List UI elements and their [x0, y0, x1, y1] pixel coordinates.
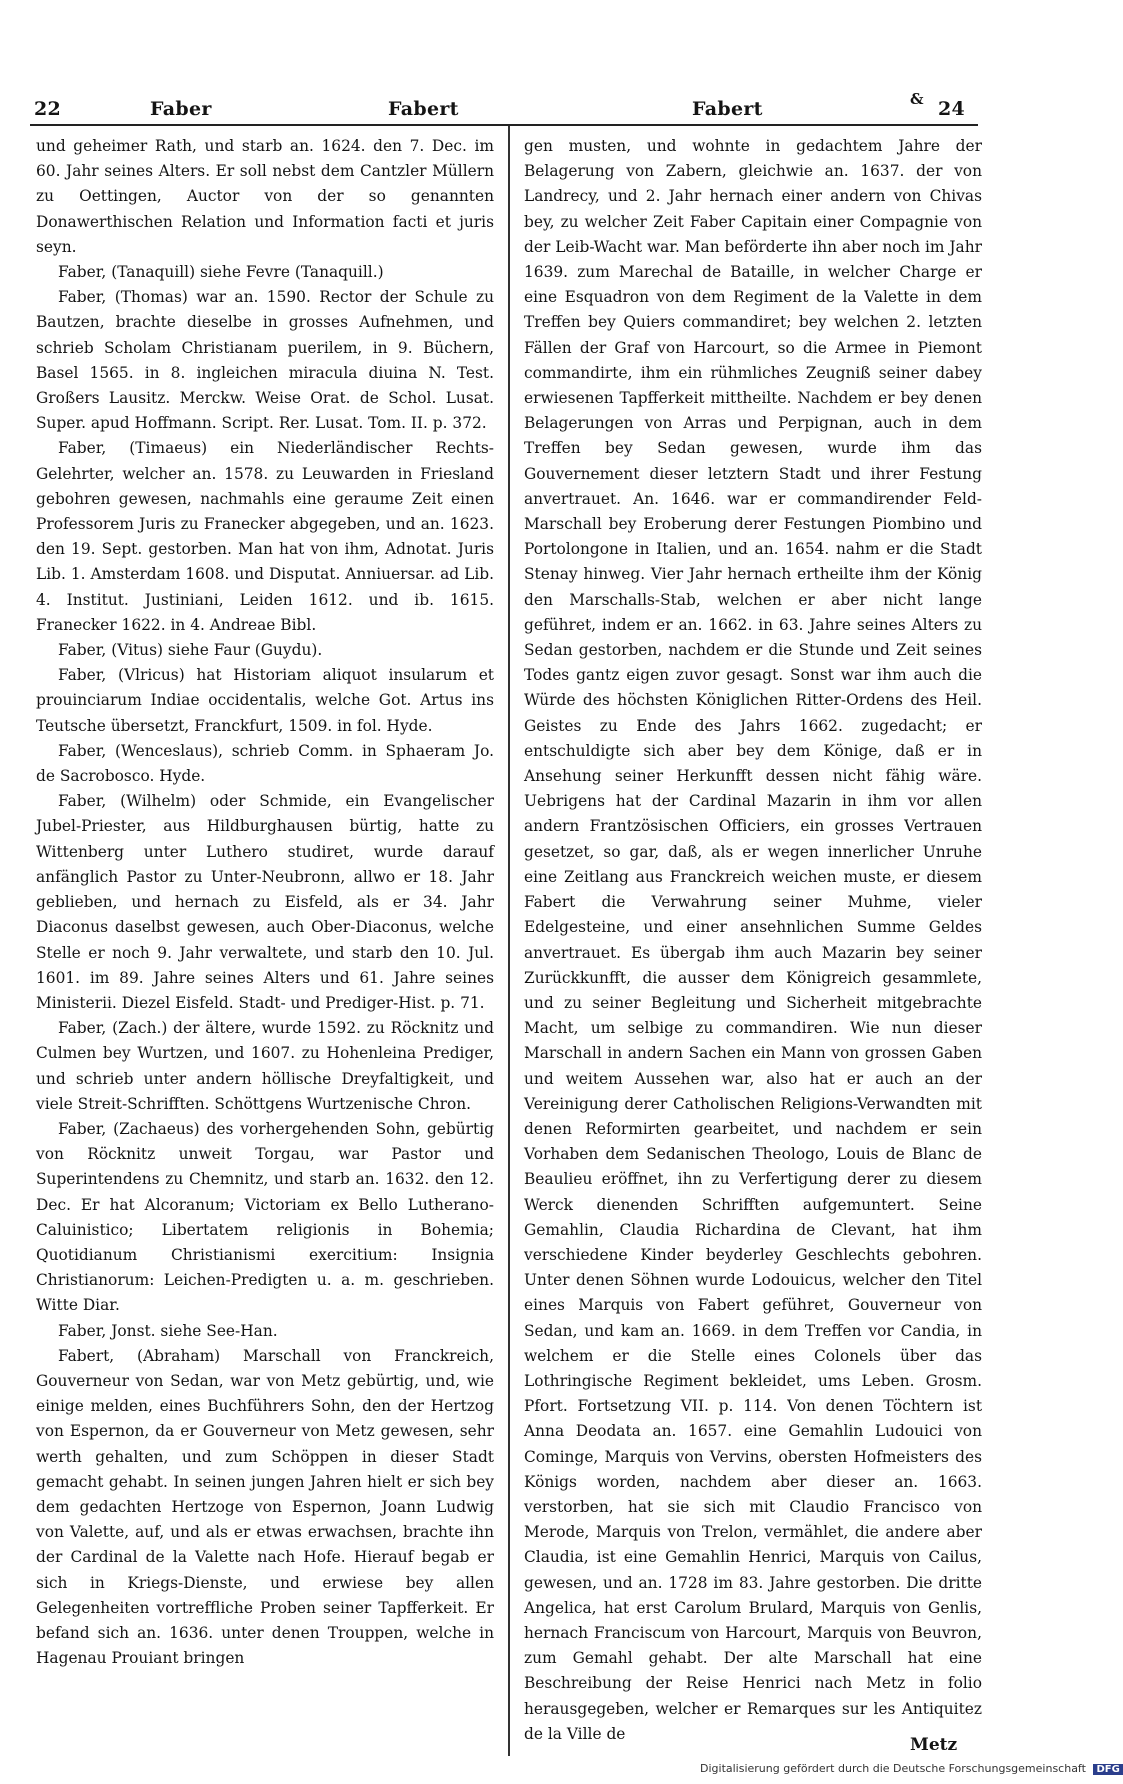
catchword: Metz: [910, 1735, 958, 1755]
entry-text: Faber, (Wenceslaus), schrieb Comm. in Sphaeram Jo. de Sacrobosco. Hyde.: [36, 741, 494, 786]
entry-text: Faber, (Zachaeus) des vorhergehenden Sohn, gebürtig von Röcknitz unweit Torgau, war Pastor und Superintendens zu Chemnitz, und starb an. 1632. den 12. Dec. Er hat Alcoranum; Victoriam ex Bello Lutherano-Caluinistico; Libertatem religionis in Bohemia; Quotidianum Christianismi exercitium: Insignia Christianorum: Leichen-Predigten u. a. m. geschrieben. Witte Diar.: [36, 1119, 494, 1315]
footer-text: Digitalisierung gefördert durch die Deutsche Forschungsgemeinschaft: [700, 1762, 1086, 1775]
right-headword: Fabert: [692, 98, 763, 120]
left-column: [36, 134, 494, 1671]
entry-text: Faber, (Zach.) der ältere, wurde 1592. zu Röcknitz und Culmen bey Wurtzen, und 1607. zu Hohenleina Prediger, und schrieb unter andern höllische Dreyfaltigkeit, und viele Streit-Schrifften. Schöttgens Wurtzenische Chron.: [36, 1019, 494, 1113]
entry-text: gen musten, und wohnte in gedachtem Jahre der Belagerung von Zabern, gleichwie an. 1637. der von Landrecy, und 2. Jahr hernach einer andern von Chivas bey, zu welcher Zeit Faber Capitain einer Compagnie von der Leib-Wacht war. Man beförderte ihn aber noch im Jahr 1639. zum Marechal de Bataille, in welcher Charge er eine Esquadron von dem Regiment de la Valette in dem Treffen bey Quiers commandiret; bey welchen 2. letzten Fällen der Graf von Harcourt, so die Armee in Piemont commandirte, ihm ein rühmliches Zeugniß seiner dabey erwiesenen Tapfferkeit mittheilte. Nachdem er bey denen Belagerungen von Arras und Perpignan, auch in dem Treffen bey Sedan gewesen, wurde ihm das Gouvernement dieser letztern Stadt und ihrer Festung anvertrauet. An. 1646. war er commandirender Feld-Marschall bey Eroberung derer Festungen Piombino und Portolongone in Italien, und an. 1654. nahm er die Stadt Stenay hinweg. Vier Jahr hernach ertheilte ihm der König den Marschalls-Stab, welchen er aber nicht lange geführet, indem er an. 1662. in 63. Jahre seines Alters zu Sedan gestorben, nachdem er die Stunde und Zeit seines Todes gantz eigen zuvor gesagt. Sonst war ihm auch die Würde des höchsten Königlichen Ritter-Ordens des Heil. Geistes zu Ende des Jahrs 1662. zugedacht; er entschuldigte sich aber bey dem Könige, daß er in Ansehung seiner Herkunfft dessen nicht fähig wäre. Uebrigens hat der Cardinal Mazarin in ihm vor allen andern Frantzösischen Officiers, ein grosses Vertrauen gesetzet, so gar, daß, als er wegen innerlicher Unruhe eine Zeitlang aus Franckreich weichen muste, er diesem Fabert die Verwahrung seiner Muhme, vieler Edelgesteine, und einer ansehnlichen Summe Geldes anvertrauet. Es übergab ihm auch Mazarin bey seiner Zurückkunfft, die ausser dem Königreich gesammlete, und zu seiner Begleitung und Sicherheit mitgebrachte Macht, um selbige zu commandiren. Wie nun dieser Marschall in andern Sachen ein Mann von grossen Gaben und weitem Aussehen war, also hat er auch an der Vereinigung derer Catholischen Religions-Verwandten mit denen Reformirten gearbeitet, und nachdem er sein Vorhaben dem Sedanischen Theologo, Louis de Blanc de Beaulieu eröffnet, ihn zu Verfertigung derer zu diesem Werck dienenden Schrifften aufgemuntert. Seine Gemahlin, Claudia Richardina de Clevant, hat ihm verschiedene Kinder beyderley Geschlechts gebohren. Unter denen Söhnen wurde Lodouicus, welcher den Titel eines Marquis von Fabert geführet, Gouverneur von Sedan, und kam an. 1669. in dem Treffen vor Candia, in welchem er die Stelle eines Colonels über das Lothringische Regiment bekleidet, ums Leben. Grosm. Pfort. Fortsetzung VII. p. 114. Von denen Töchtern ist Anna Deodata an. 1657. eine Gemahlin Ludouici von Cominge, Marquis von Vervins, obersten Hofmeisters des Königs worden, nachdem aber dieser an. 1663. verstorben, hat sie sich mit Claudio Francisco von Merode, Marquis von Trelon, vermählet, die andere aber Claudia, ist eine Gemahlin Henrici, Marquis von Cailus, gewesen, und an. 1728 im 83. Jahre gestorben. Die dritte Angelica, hat erst Carolum Brulard, Marquis von Genlis, hernach Franciscum von Harcourt, Marquis von Beuvron, zum Gemahl gehabt. Der alte Marschall hat eine Beschreibung der Reise Henrici nach Metz in folio herausgegeben, welcher er Remarques sur les Antiquitez de la Ville de: [524, 137, 982, 1743]
running-header: [0, 88, 1000, 128]
entry-text: Faber, (Vlricus) hat Historiam aliquot insularum et prouinciarum Indiae occidentalis, welche Got. Artus ins Teutsche übersetzt, Franckfurt, 1509. in fol. Hyde.: [36, 666, 494, 735]
dfg-logo: DFG: [1093, 1764, 1122, 1775]
entry-text: Faber, (Thomas) war an. 1590. Rector der Schule zu Bautzen, brachte dieselbe in grosses Aufnehmen, und schrieb Scholam Christianam puerilem, in 9. Büchern, Basel 1565. in 8. ingleichen miracula diuina N. Test. Großers Lausitz. Merckw. Weise Orat. de Schol. Lusat. Super. apud Hoffmann. Script. Rer. Lusat. Tom. II. p. 372.: [36, 288, 494, 433]
header-rule: [30, 124, 978, 126]
entry-text: Faber, (Tanaquill) siehe Fevre (Tanaquill.): [58, 263, 384, 282]
left-page-number: 22: [34, 98, 62, 120]
right-page-number: 24: [938, 98, 966, 120]
entry-text: und geheimer Rath, und starb an. 1624. den 7. Dec. im 60. Jahr seines Alters. Er soll nebst dem Cantzler Müllern zu Oettingen, Auctor von der so genannten Donawerthischen Relation und Information facti et juris seyn.: [36, 137, 494, 256]
left-headword: Faber: [150, 98, 212, 120]
entry-text: Faber, (Vitus) siehe Faur (Guydu).: [58, 641, 323, 660]
entry-text: Fabert, (Abraham) Marschall von Franckreich, Gouverneur von Sedan, war von Metz gebürtig, und, wie einige melden, eines Buchführers Sohn, den der Hertzog von Espernon, da er Gouverneur von Metz gewesen, sehr werth gehalten, und zum Schöppen in dieser Stadt gemacht gehabt. In seinen jungen Jahren hielt er sich bey dem gedachten Hertzoge von Espernon, Joann Ludwig von Valette, auf, und als er etwas erwachsen, brachte ihn der Cardinal de la Valette nach Hofe. Hierauf begab er sich in Kriegs-Dienste, und erwiese bey allen Gelegenheiten vortreffliche Proben seiner Tapfferkeit. Er befand sich an. 1636. unter denen Trouppen, welche in Hagenau Prouiant bringen: [36, 1346, 494, 1668]
right-column: [524, 134, 982, 1747]
entry-text: Faber, (Timaeus) ein Niederländischer Rechts-Gelehrter, welcher an. 1578. zu Leuwarden in Friesland gebohren gewesen, nachmahls eine geraume Zeit einen Professorem Juris zu Franecker abgegeben, und an. 1623. den 19. Sept. gestorben. Man hat von ihm, Adnotat. Juris Lib. 1. Amsterdam 1608. und Disputat. Anniuersar. ad Lib. 4. Institut. Justiniani, Leiden 1612. und ib. 1615. Franecker 1622. in 4. Andreae Bibl.: [36, 439, 494, 634]
column-divider: [508, 126, 510, 1756]
header-mark: &: [910, 90, 924, 108]
entry-text: Faber, Jonst. siehe See-Han.: [58, 1321, 278, 1340]
digitization-footer: [700, 1762, 1123, 1775]
center-headword: Fabert: [388, 98, 459, 120]
entry-text: Faber, (Wilhelm) oder Schmide, ein Evangelischer Jubel-Priester, aus Hildburghausen bürtig, hatte zu Wittenberg unter Luthero studiret, wurde darauf anfänglich Pastor zu Unter-Neubronn, allwo er 18. Jahr geblieben, und hernach zu Eisfeld, als er 34. Jahr Diaconus daselbst gewesen, auch Ober-Diaconus, welche Stelle er noch 9. Jahr verwaltete, und starb den 10. Jul. 1601. im 89. Jahre seines Alters und 61. Jahre seines Ministerii. Diezel Eisfeld. Stadt- und Prediger-Hist. p. 71.: [36, 792, 494, 1012]
